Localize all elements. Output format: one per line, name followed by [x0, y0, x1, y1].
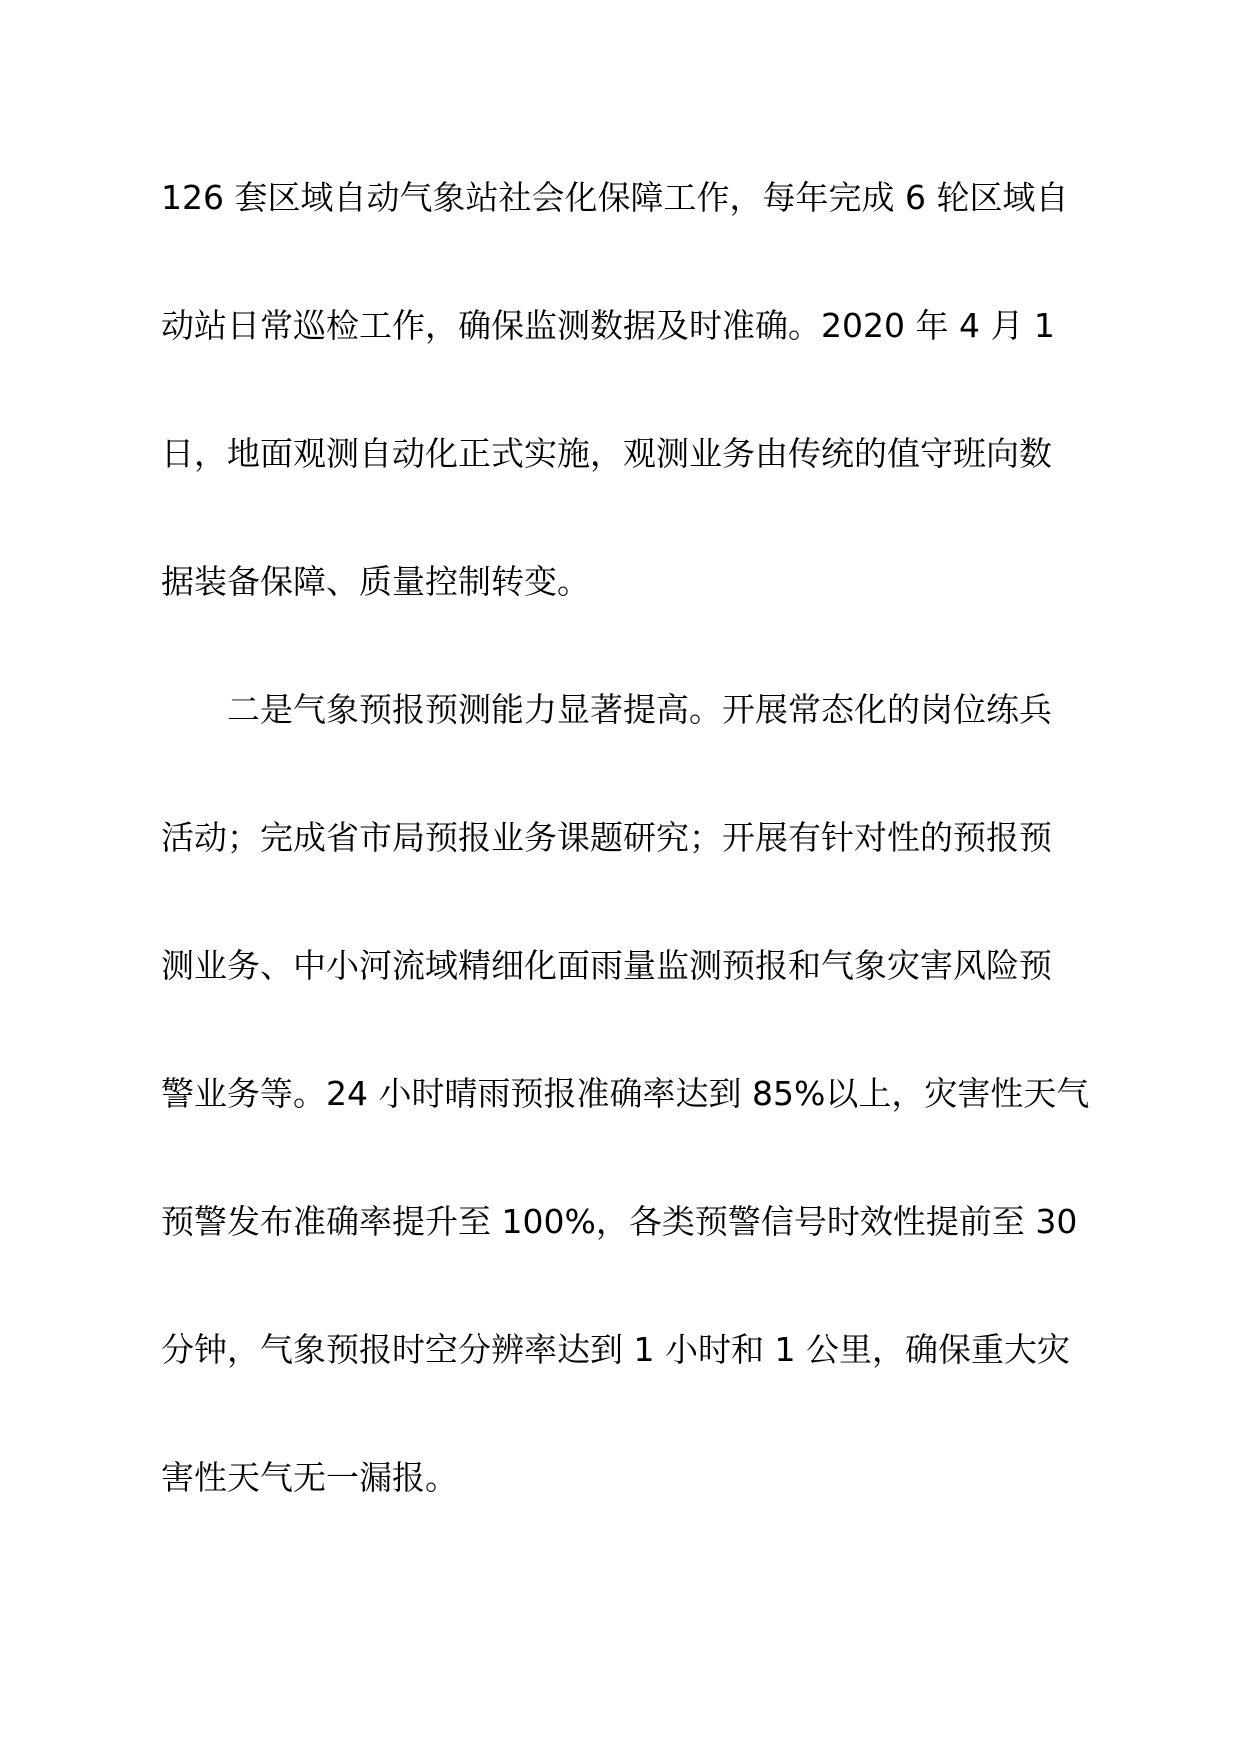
- paragraph-line: 日，地面观测自动化正式实施，观测业务由传统的值守班向数: [161, 434, 1052, 473]
- paragraph-line: 活动；完成省市局预报业务课题研究；开展有针对性的预报预: [161, 818, 1052, 857]
- paragraph-line: 分钟，气象预报时空分辨率达到 1 小时和 1 公里，确保重大灾: [161, 1330, 1070, 1369]
- paragraph-line: 二是气象预报预测能力显著提高。开展常态化的岗位练兵: [227, 690, 1052, 729]
- paragraph-line: 动站日常巡检工作，确保监测数据及时准确。2020 年 4 月 1: [161, 306, 1055, 345]
- paragraph-line: 据装备保障、质量控制转变。: [161, 562, 590, 601]
- paragraph-line: 预警发布准确率提升至 100%，各类预警信号时效性提前至 30: [161, 1202, 1078, 1241]
- paragraph-line: 害性天气无一漏报。: [161, 1458, 458, 1497]
- paragraph-line: 126 套区域自动气象站社会化保障工作，每年完成 6 轮区域自: [161, 178, 1069, 217]
- paragraph-line: 警业务等。24 小时晴雨预报准确率达到 85%以上，灾害性天气: [161, 1074, 1090, 1113]
- paragraph-line: 测业务、中小河流域精细化面雨量监测预报和气象灾害风险预: [161, 946, 1052, 985]
